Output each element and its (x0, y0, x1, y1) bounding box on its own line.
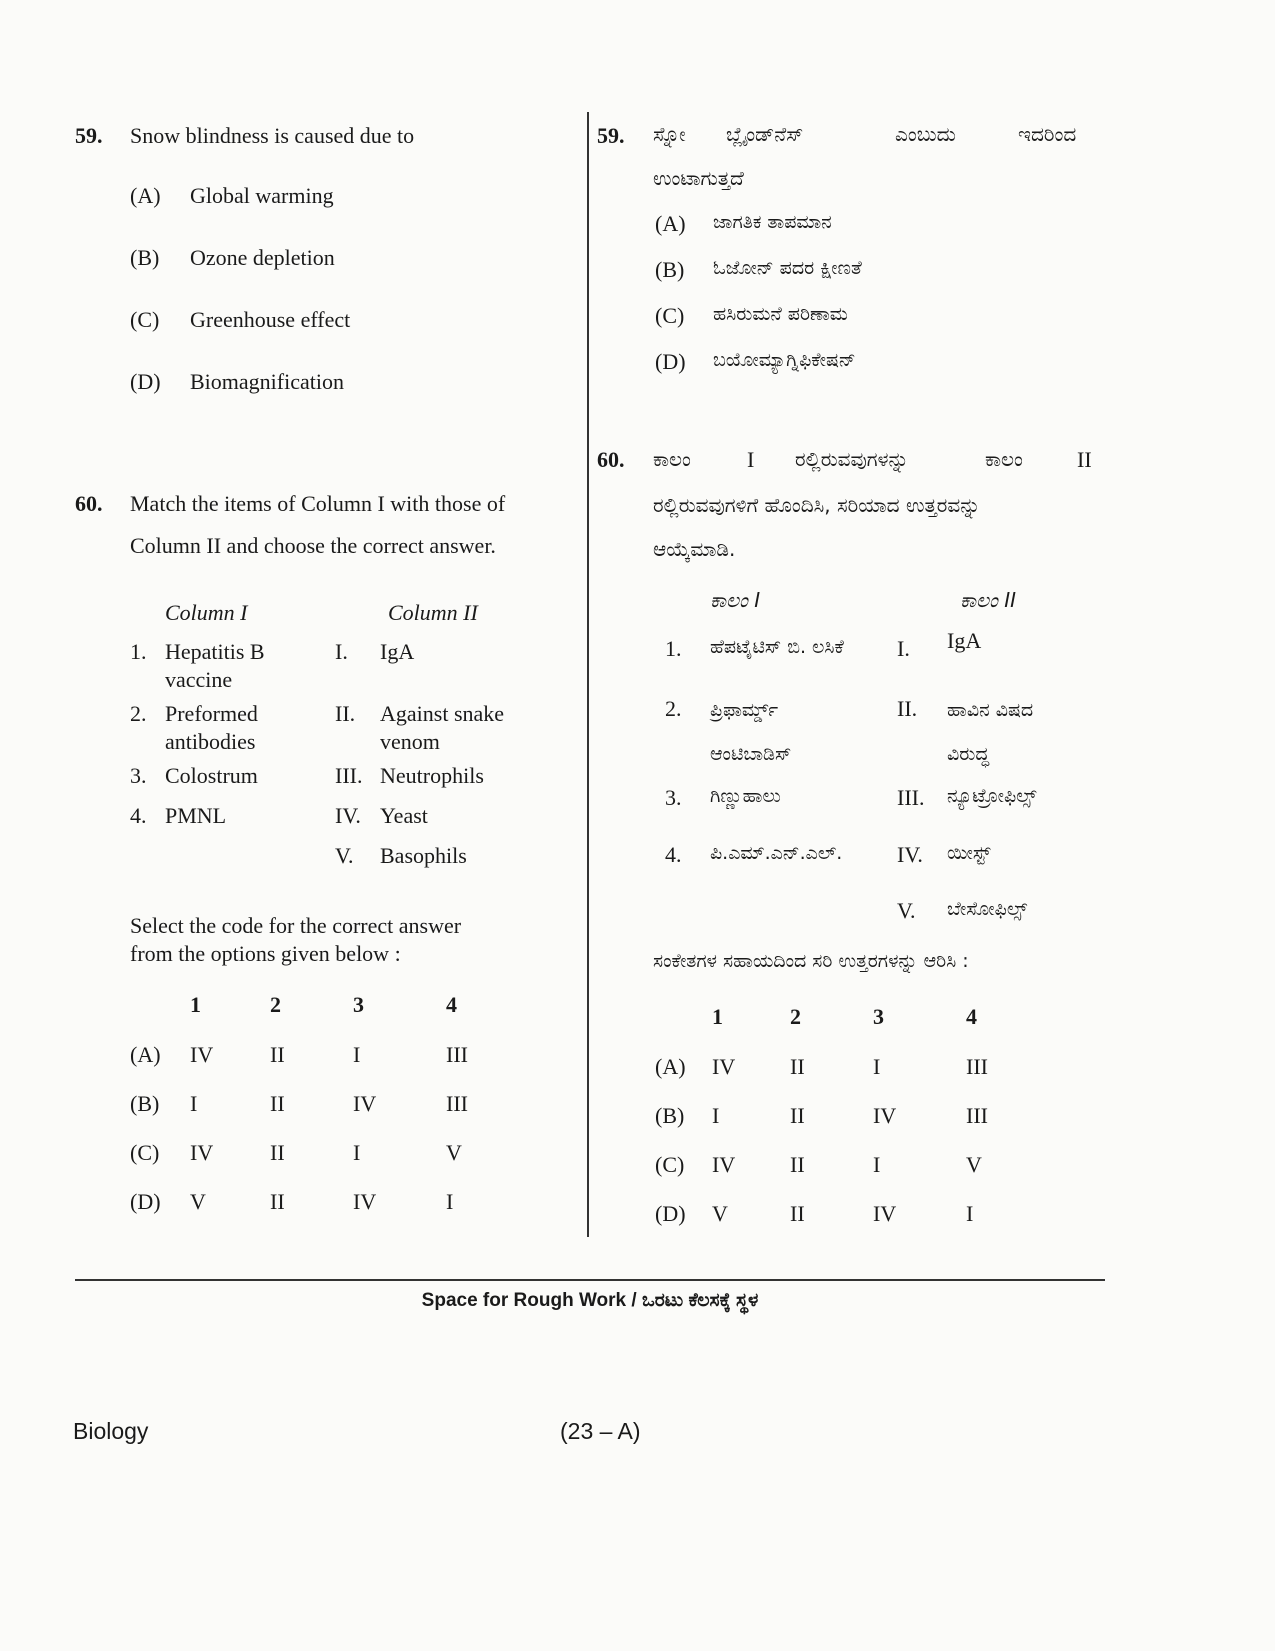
option-label: (C) (655, 303, 685, 328)
q59-option-b (130, 245, 335, 271)
item-text: ಬೇಸೋಫಿಲ್ಸ್ (947, 898, 1028, 920)
code-value: I (712, 1103, 720, 1128)
col2-item-2 (335, 700, 505, 754)
item-text: IgA (380, 639, 415, 664)
item-text: Preformed (165, 701, 258, 726)
item-text: Hepatitis B (165, 639, 265, 664)
option-text: Greenhouse effect (190, 307, 351, 332)
kn-col2-item-5 (897, 898, 1028, 924)
item-number: II. (897, 696, 918, 721)
item-text: Colostrum (165, 763, 258, 788)
code-value: II (270, 1189, 285, 1214)
item-number: IV. (335, 803, 361, 828)
code-header: 3 (353, 992, 364, 1017)
option-text: Global warming (190, 183, 334, 208)
kn-q60-word: ಕಾಲಂ (653, 447, 691, 471)
item-text: ನ್ಯೂಟ್ರೋಫಿಲ್ಸ್ (947, 785, 1037, 807)
kn-q60-word: ಕಾಲಂ (985, 447, 1023, 471)
col2-item-5 (335, 842, 467, 870)
item-text: Neutrophils (380, 763, 484, 788)
code-option-d-label: (D) (655, 1201, 686, 1226)
kn-col2-item-1 (897, 628, 982, 662)
kn-q60-word: II (1077, 447, 1092, 472)
item-number: 4. (665, 842, 682, 867)
kn-q60-word: I (747, 447, 755, 472)
q59-number (75, 116, 103, 156)
option-label: (B) (130, 245, 160, 270)
item-number: I. (335, 639, 348, 664)
option-text: ಓಜೋನ್ ಪದರ ಕ್ಷೀಣತೆ (713, 257, 862, 279)
item-text-continued: venom (380, 729, 440, 754)
code-value: I (966, 1201, 974, 1226)
col1-item-4 (130, 802, 227, 830)
item-number: 2. (130, 701, 147, 726)
kn-select-code-line: ಸಂಕೇತಗಳ ಸಹಾಯದಿಂದ ಸರಿ ಉತ್ತರಗಳನ್ನು ಆರಿಸಿ : (653, 950, 969, 972)
code-value: I (446, 1189, 454, 1214)
item-text: Yeast (380, 803, 428, 828)
col1-item-3 (130, 762, 258, 790)
item-number: V. (897, 898, 916, 923)
option-text: Biomagnification (190, 369, 344, 394)
code-value: II (270, 1042, 285, 1067)
select-code-line1: Select the code for the correct answer (130, 913, 462, 938)
code-header: 4 (446, 992, 457, 1017)
column-2-header: Column II (388, 600, 478, 625)
code-value: I (353, 1140, 361, 1165)
code-value: I (873, 1152, 881, 1177)
item-number: V. (335, 843, 354, 868)
code-value: IV (873, 1103, 897, 1128)
code-value: V (190, 1189, 206, 1214)
code-value: IV (873, 1201, 897, 1226)
kn-q59-word: ಇದರಿಂದ (1018, 122, 1077, 146)
kn-q59-number (597, 116, 625, 156)
question-number: 60. (75, 491, 103, 516)
item-text: Basophils (380, 843, 467, 868)
code-header: 2 (270, 992, 281, 1017)
code-value: V (712, 1201, 728, 1226)
item-text: ಹೆಪಟೈಟಿಸ್ ಬಿ. ಲಸಿಕೆ (710, 636, 844, 658)
kn-q59-option-d (655, 349, 856, 375)
code-option-b-label: (B) (130, 1091, 160, 1116)
q59-text: Snow blindness is caused due to (130, 123, 415, 148)
item-number: II. (335, 701, 356, 726)
question-number: 59. (597, 123, 625, 148)
column-1-header: Column I (165, 600, 248, 625)
col1-item-1 (130, 638, 265, 692)
q59-option-a (130, 183, 334, 209)
option-text: ಜಾಗತಿಕ ತಾಪಮಾನ (713, 211, 832, 233)
kn-col1-item-2 (665, 696, 792, 765)
kn-col2-item-3 (897, 785, 1037, 811)
item-text: ಗಿಣ್ಣುಹಾಲು (710, 785, 781, 807)
item-text-continued: ಆಂಟಿಬಾಡಿಸ್ (710, 743, 792, 765)
code-value: III (966, 1054, 988, 1079)
option-text: ಹಸಿರುಮನೆ ಪರಿಣಾಮ (713, 303, 848, 325)
item-number: III. (335, 763, 363, 788)
kn-q60-line3: ಆಯ್ಕೆಮಾಡಿ. (653, 537, 736, 561)
subject-label: Biology (73, 1418, 149, 1444)
item-text: ಪ್ರಿಫಾರ್ಮ್ಡ್ (710, 699, 779, 721)
kn-q59-option-b (655, 257, 862, 283)
code-value: I (190, 1091, 198, 1116)
code-option-a-label: (A) (130, 1042, 161, 1067)
q59-option-d (130, 369, 344, 395)
kn-q59-word: ಎಂಬುದು (895, 122, 956, 146)
kn-col2-item-4 (897, 842, 991, 868)
kn-q60-line2: ರಲ್ಲಿರುವವುಗಳಿಗೆ ಹೊಂದಿಸಿ, ಸರಿಯಾದ ಉತ್ತರವನ್ನು (653, 493, 981, 517)
code-value: IV (712, 1152, 736, 1177)
footer-rule (75, 1279, 1105, 1281)
code-option-b-label: (B) (655, 1103, 685, 1128)
option-label: (D) (130, 369, 161, 394)
item-text: ಹಾವಿನ ವಿಷದ (947, 699, 1034, 721)
code-value: IV (190, 1140, 214, 1165)
code-header: 1 (190, 992, 201, 1017)
code-value: V (446, 1140, 462, 1165)
item-number: 2. (665, 696, 682, 721)
code-value: III (446, 1091, 468, 1116)
code-value: V (966, 1152, 982, 1177)
code-value: II (790, 1103, 805, 1128)
q60-text-line1: Match the items of Column I with those of (130, 491, 506, 516)
option-label: (C) (130, 307, 160, 332)
item-number: I. (897, 636, 910, 661)
code-value: IV (353, 1091, 377, 1116)
col2-item-3 (335, 762, 484, 790)
q60-text-line2: Column II and choose the correct answer. (130, 533, 496, 558)
code-value: III (446, 1042, 468, 1067)
item-text: Against snake (380, 701, 505, 726)
item-text-continued: antibodies (165, 729, 256, 754)
q59-option-c (130, 307, 351, 333)
question-number: 59. (75, 123, 103, 148)
kn-q59-word: ಸ್ನೋ (653, 122, 686, 146)
select-code-line2: from the options given below : (130, 941, 401, 966)
code-option-c-label: (C) (655, 1152, 685, 1177)
col2-item-4 (335, 802, 428, 830)
kn-q60-word: ರಲ್ಲಿರುವವುಗಳನ್ನು (795, 447, 909, 471)
rough-work-label: Space for Rough Work / ಒರಟು ಕೆಲಸಕ್ಕೆ ಸ್ಥಳ (421, 1290, 759, 1311)
kn-q59-option-a (655, 211, 832, 237)
item-text: ಯೀಸ್ಟ್ (947, 842, 991, 864)
item-number: 1. (130, 639, 147, 664)
item-number: 3. (665, 785, 682, 810)
code-value: II (790, 1152, 805, 1177)
code-value: IV (190, 1042, 214, 1067)
kn-col2-item-2 (897, 696, 1034, 765)
code-value: I (873, 1054, 881, 1079)
code-value: I (353, 1042, 361, 1067)
question-number: 60. (597, 447, 625, 472)
code-value: IV (712, 1054, 736, 1079)
option-label: (D) (655, 349, 686, 374)
kn-col1-item-4 (665, 842, 843, 868)
item-text-continued: ವಿರುದ್ಧ (947, 743, 990, 765)
kn-col1-item-3 (665, 785, 781, 811)
code-value: II (270, 1091, 285, 1116)
item-text-continued: vaccine (165, 667, 233, 692)
item-number: IV. (897, 842, 923, 867)
option-text: ಬಯೋಮ್ಯಾಗ್ನಿಫಿಕೇಷನ್ (713, 349, 856, 371)
item-text: IgA (947, 628, 982, 653)
code-option-a-label: (A) (655, 1054, 686, 1079)
kn-q59-word: ಬ್ಲೈಂಡ್‌ನೆಸ್ (726, 122, 804, 146)
item-text: PMNL (165, 803, 227, 828)
code-header: 2 (790, 1004, 801, 1029)
option-label: (B) (655, 257, 685, 282)
code-header: 3 (873, 1004, 884, 1029)
item-number: III. (897, 785, 925, 810)
option-text: Ozone depletion (190, 245, 335, 270)
kn-column-1-header: ಕಾಲಂ I (710, 588, 761, 612)
q60-number (75, 484, 103, 524)
kn-column-2-header: ಕಾಲಂ II (960, 588, 1017, 612)
code-header: 1 (712, 1004, 723, 1029)
code-value: II (790, 1201, 805, 1226)
code-value: III (966, 1103, 988, 1128)
kn-q59-line2: ಉಂಟಾಗುತ್ತದೆ (653, 166, 744, 190)
code-option-c-label: (C) (130, 1140, 160, 1165)
code-value: II (790, 1054, 805, 1079)
kn-col1-item-1 (665, 636, 844, 662)
code-value: II (270, 1140, 285, 1165)
col1-item-2 (130, 700, 258, 754)
kn-q59-option-c (655, 303, 848, 329)
column-divider (587, 112, 589, 1237)
col2-item-1 (335, 638, 415, 666)
item-number: 3. (130, 763, 147, 788)
item-number: 4. (130, 803, 147, 828)
code-value: IV (353, 1189, 377, 1214)
item-number: 1. (665, 636, 682, 661)
code-header: 4 (966, 1004, 977, 1029)
option-label: (A) (655, 211, 686, 236)
option-label: (A) (130, 183, 161, 208)
code-option-d-label: (D) (130, 1189, 161, 1214)
kn-q60-number (597, 440, 625, 480)
page-number: (23 – A) (560, 1418, 641, 1444)
item-text: ಪಿ.ಎಮ್.ಎನ್.ಎಲ್. (710, 842, 843, 864)
